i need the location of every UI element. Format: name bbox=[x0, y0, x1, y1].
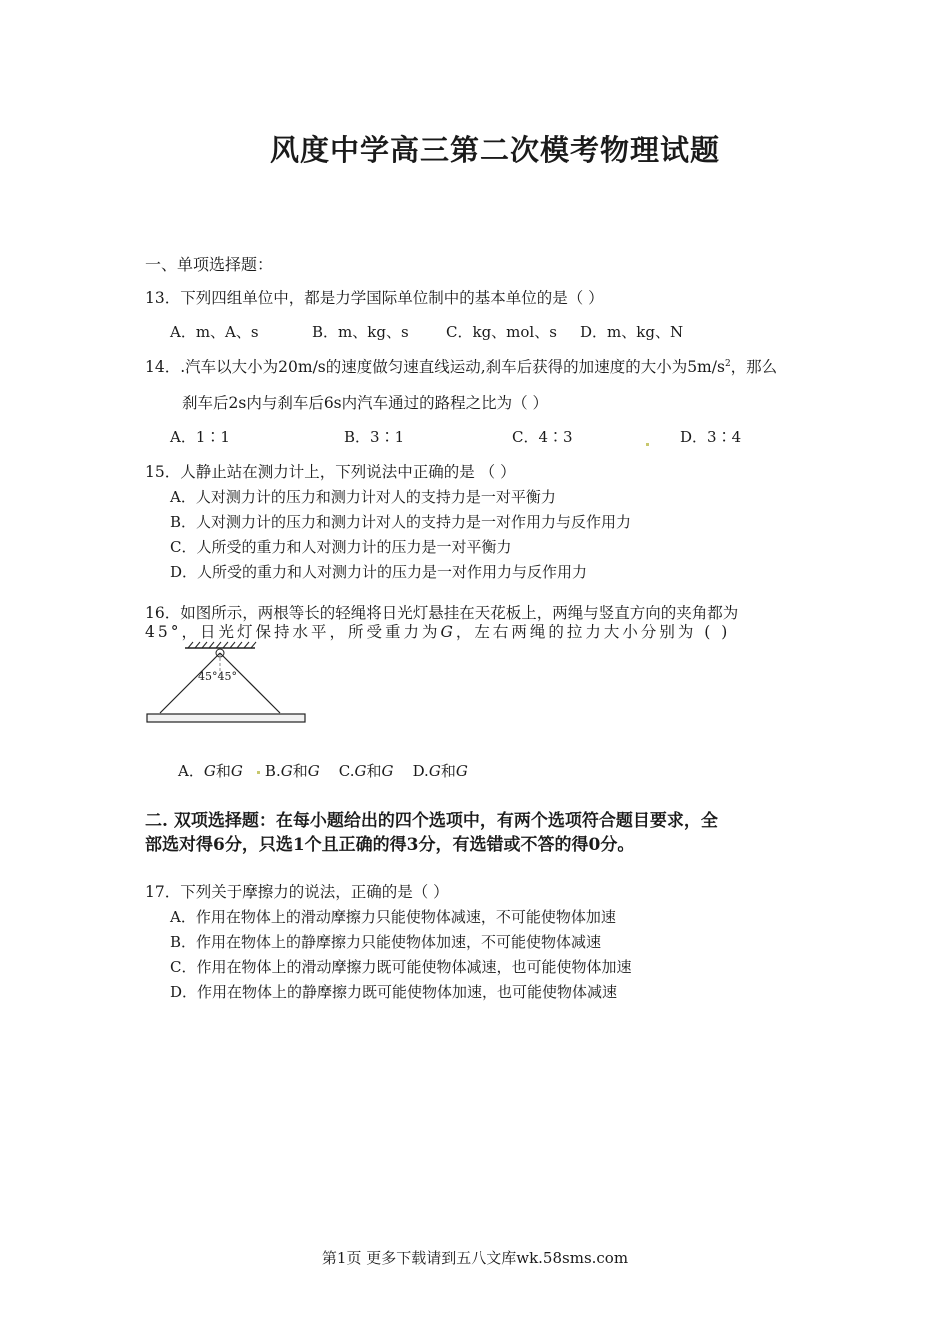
section-heading-double-choice-line2: 部选对得6分，只选1个且正确的得3分，有选错或不答的得0分。 bbox=[145, 835, 635, 855]
question-16-options: A．G和G B.G和G C.G和G D.G和G bbox=[178, 762, 468, 780]
question-14-line1-end: ，那么 bbox=[730, 358, 778, 376]
question-14-option-d: D．3∶4 bbox=[680, 428, 742, 446]
question-14-text: .汽车以大小为20m/s的速度做匀速直线运动,刹车后获得的加速度的大小为5m/s bbox=[180, 358, 725, 376]
question-15-option-c: C．人所受的重力和人对测力计的压力是一对平衡力 bbox=[170, 538, 512, 556]
question-14-option-c: C．4∶3 bbox=[512, 428, 573, 446]
left-rope bbox=[160, 653, 220, 713]
question-15-stem: 15．人静止站在测力计上，下列说法中正确的是 （ ） bbox=[145, 463, 516, 481]
angle-label: 45°45° bbox=[198, 670, 237, 683]
fluorescent-lamp bbox=[147, 714, 305, 722]
question-16-stem-line2: 45°，日光灯保持水平，所受重力为G，左右两绳的拉力大小分别为 ( ) bbox=[145, 623, 731, 641]
question-14-stem-line1 bbox=[145, 355, 777, 377]
question-17-option-b: B．作用在物体上的静摩擦力只能使物体加速，不可能使物体减速 bbox=[170, 933, 602, 951]
question-17-option-c: C．作用在物体上的滑动摩擦力既可能使物体减速，也可能使物体加速 bbox=[170, 958, 632, 976]
page-footer: 第1页 更多下载请到五八文库wk.58sms.com bbox=[321, 1249, 629, 1267]
speck-mark bbox=[646, 434, 649, 453]
ceiling-hatching bbox=[188, 642, 256, 648]
question-16-stem-line1: 16．如图所示，两根等长的轻绳将日光灯悬挂在天花板上，两绳与竖直方向的夹角都为 bbox=[145, 604, 739, 622]
question-15-option-b: B．人对测力计的压力和测力计对人的支持力是一对作用力与反作用力 bbox=[170, 513, 632, 531]
question-14-option-a: A．1∶1 bbox=[170, 428, 230, 446]
page-title: 风度中学高三第二次模考物理试题 bbox=[269, 133, 720, 167]
question-13-option-b: B．m、kg、s bbox=[312, 323, 409, 341]
question-13-stem: 13．下列四组单位中，都是力学国际单位制中的基本单位的是（ ） bbox=[145, 289, 604, 307]
question-15-option-d: D．人所受的重力和人对测力计的压力是一对作用力与反作用力 bbox=[170, 563, 588, 581]
section-heading-double-choice-line1: 二. 双项选择题：在每小题给出的四个选项中，有两个选项符合题目要求，全 bbox=[145, 811, 718, 831]
question-14-superscript: 2 bbox=[724, 358, 731, 369]
lamp-hanging-figure bbox=[140, 640, 320, 735]
right-rope bbox=[220, 653, 280, 713]
question-15-option-a: A．人对测力计的压力和测力计对人的支持力是一对平衡力 bbox=[170, 488, 556, 506]
question-14-number: 14． bbox=[145, 358, 181, 376]
question-17-option-a: A．作用在物体上的滑动摩擦力只能使物体减速，不可能使物体加速 bbox=[170, 908, 616, 926]
question-17-option-d: D．作用在物体上的静摩擦力既可能使物体加速，也可能使物体减速 bbox=[170, 983, 618, 1001]
question-14-option-b: B．3∶1 bbox=[344, 428, 405, 446]
question-17-stem: 17．下列关于摩擦力的说法，正确的是（ ） bbox=[145, 883, 449, 901]
question-13-option-d: D．m、kg、N bbox=[580, 323, 684, 341]
section-heading-single-choice: 一、单项选择题： bbox=[145, 255, 274, 274]
question-13-option-c: C．kg、mol、s bbox=[446, 323, 557, 341]
question-13-option-a: A．m、A、s bbox=[170, 323, 259, 341]
question-14-stem-line2: 刹车后2s内与刹车后6s内汽车通过的路程之比为（ ） bbox=[182, 394, 549, 412]
